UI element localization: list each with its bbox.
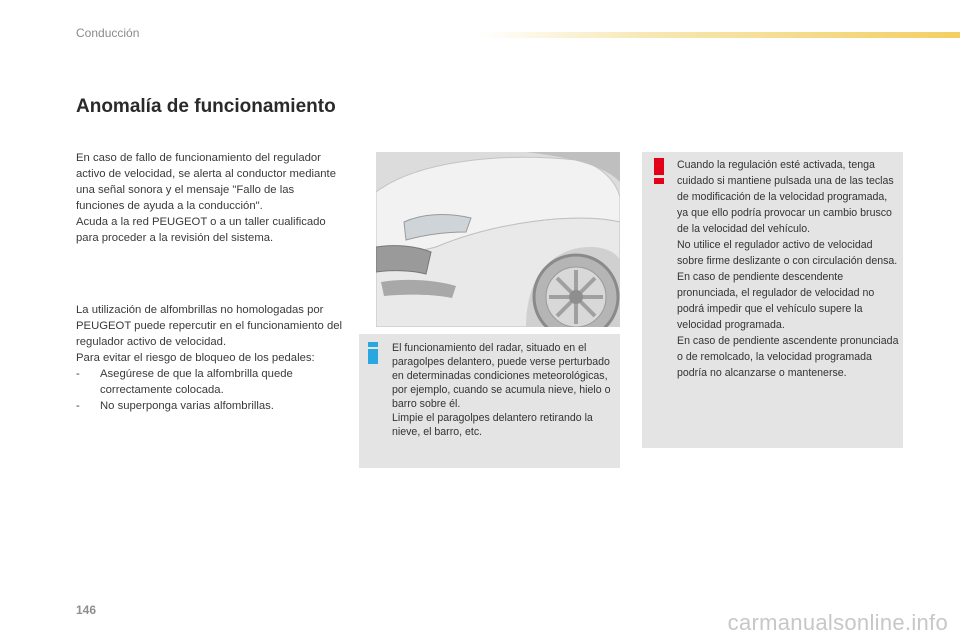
malfunction-text-2: Acuda a la red PEUGEOT o a un taller cualificado para proceder a la revisión del sistema. xyxy=(76,216,326,244)
page-heading: Anomalía de funcionamiento xyxy=(76,96,336,117)
bullet-item xyxy=(76,366,344,398)
info-icon xyxy=(368,342,378,364)
info-line: Limpie el paragolpes delantero retirando la nieve, el barro, etc. xyxy=(392,412,593,438)
section-title: Conducción xyxy=(76,26,140,40)
warning-line: En caso de pendiente ascendente pronunciada o de remolcado, la velocidad programada podría no alcanzarse o mantenerse. xyxy=(677,335,899,379)
watermark[interactable]: carmanualsonline.info xyxy=(727,610,948,635)
bullet-item xyxy=(76,398,344,414)
car-front-illustration xyxy=(376,152,620,327)
bullet-dash: - xyxy=(76,400,80,412)
malfunction-text: En caso de fallo de funcionamiento del regulador activo de velocidad, se alerta al conductor mediante una señal sonora y el mensaje "Fallo de las funciones de ayuda a la conducción". xyxy=(76,152,336,212)
header-accent-bar xyxy=(478,32,960,38)
warning-text xyxy=(677,157,901,381)
floor-mats-text: La utilización de alfombrillas no homologadas por PEUGEOT puede repercutir en el funcionamiento del regulador activo de velocidad. xyxy=(76,304,343,348)
bullet-dash: - xyxy=(76,368,80,380)
info-box xyxy=(359,334,620,468)
exclamation-icon xyxy=(654,158,664,184)
page-number: 146 xyxy=(76,603,97,617)
car-front-drawing xyxy=(376,152,620,327)
warning-box xyxy=(642,152,903,448)
malfunction-paragraph xyxy=(76,150,344,246)
warning-line: No utilice el regulador activo de velocidad sobre firme deslizante o con circulación densa. xyxy=(677,239,898,267)
floor-mats-paragraph xyxy=(76,302,344,414)
warning-line: Cuando la regulación esté activada, tenga cuidado si mantiene pulsada una de las teclas de modificación de la velocidad programada, ya que ello podría provocar un cambio brusco de la velocidad del vehículo. xyxy=(677,159,894,235)
floor-mats-text-2: Para evitar el riesgo de bloqueo de los pedales: xyxy=(76,352,315,364)
bullet-text: Asegúrese de que la alfombrilla quede correctamente colocada. xyxy=(100,368,293,396)
info-line: El funcionamiento del radar, situado en el paragolpes delantero, puede verse perturbado en determinadas condiciones meteorológicas, por ejemplo, cuando se acumula nieve, hielo o barro sobre él. xyxy=(392,342,611,410)
info-text xyxy=(392,341,614,439)
bullet-text: No superponga varias alfombrillas. xyxy=(100,400,274,412)
warning-line: En caso de pendiente descendente pronunciada, el regulador de velocidad no podrá impedir que el vehículo supere la velocidad programada. xyxy=(677,271,875,331)
